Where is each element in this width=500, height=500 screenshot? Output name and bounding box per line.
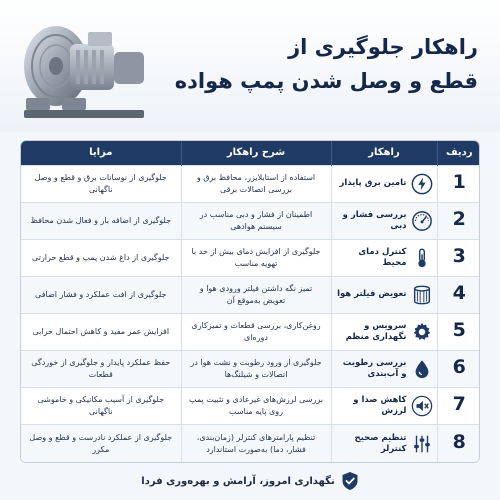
- solution-label: کاهش صدا و لرزش: [353, 395, 407, 417]
- table-row: [21, 165, 480, 202]
- solution-label: تامین برق پایدار: [339, 178, 407, 189]
- table-row: [21, 239, 480, 276]
- advantages-cell: افزایش عمر مفید و کاهش احتمال خرابی: [21, 314, 181, 351]
- sliders-icon: [411, 433, 433, 455]
- table-row: [21, 425, 480, 462]
- table-row: [21, 202, 480, 239]
- header: [0, 0, 500, 132]
- header-solution: راهکار: [331, 141, 437, 165]
- footer-slogan: نگهداری امروز، آرامش و بهره‌وری فردا: [141, 475, 335, 487]
- row-number: 3: [452, 244, 466, 267]
- footer: [0, 466, 500, 496]
- solution-label: کنترل دمای محیط: [358, 246, 407, 268]
- description-cell: اطمینان از فشار و دبی مناسب در سیستم هوادهی: [181, 202, 331, 239]
- row-number: 6: [452, 356, 466, 379]
- title-line-1: راهکار جلوگیری از: [288, 35, 478, 59]
- table-row: [21, 314, 480, 351]
- water-drop-icon: [411, 358, 433, 380]
- title-line-2: قطع و وصل شدن پمپ هواده: [174, 69, 478, 93]
- advantages-cell: جلوگیری از داغ شدن پمپ و قطع حرارتی: [21, 239, 181, 276]
- advantages-cell: جلوگیری از اضافه بار و فعال شدن محافظ: [21, 202, 181, 239]
- gear-icon: [411, 321, 433, 343]
- advantages-cell: جلوگیری از افت عملکرد و فشار اضافی: [21, 276, 181, 313]
- description-cell: روغن‌کاری، بررسی قطعات و تمیزکاری دوره‌ای: [181, 314, 331, 351]
- thermometer-icon: [411, 247, 433, 269]
- row-number: 4: [452, 281, 466, 304]
- advantages-cell: جلوگیری از آسیب مکانیکی و خاموشی ناگهانی: [21, 388, 181, 425]
- advantages-cell: حفظ عملکرد پایدار و جلوگیری از خوردگی قطعات: [21, 351, 181, 388]
- lightning-icon: [411, 173, 433, 195]
- description-cell: جلوگیری از ورود رطوبت و نشت هوا در اتصالات و شیلنگ‌ها: [181, 351, 331, 388]
- table-header-row: [21, 141, 480, 165]
- row-number: 5: [452, 319, 466, 342]
- header-advantages: مزایا: [21, 141, 181, 165]
- table-row: [21, 388, 480, 425]
- header-num: ردیف: [437, 141, 480, 165]
- advantages-cell: جلوگیری از عملکرد نادرست و قطع و وصل مکرر: [21, 425, 181, 462]
- solutions-table: [20, 140, 480, 463]
- air-blower-pump-image: [18, 14, 158, 126]
- row-number: 7: [452, 393, 466, 416]
- solution-label: تنظیم صحیح کنترلر: [354, 432, 407, 454]
- description-cell: جلوگیری از افزایش دمای بیش از حد با تهویه مناسب: [181, 239, 331, 276]
- solution-label: سرویس و نگهداری منظم: [345, 321, 407, 343]
- description-cell: تمیز نگه داشتن فیلتر ورودی هوا و تعویض به‌موقع آن: [181, 276, 331, 313]
- solution-label: بررسی فشار و دبی: [342, 209, 407, 231]
- page-title: [158, 30, 478, 98]
- solution-label: بررسی رطوبت و آب‌بندی: [342, 358, 407, 380]
- header-description: شرح راهکار: [181, 141, 331, 165]
- description-cell: استفاده از استابلایزر، محافظ برق و بررسی اتصالات برقی: [181, 165, 331, 202]
- mute-speaker-icon: [411, 395, 433, 417]
- solution-label: تعویض فیلتر هوا: [337, 289, 407, 300]
- table-row: [21, 276, 480, 313]
- air-filter-icon: [411, 284, 433, 306]
- advantages-cell: جلوگیری از نوسانات برق و قطع و وصل ناگهانی: [21, 165, 181, 202]
- row-number: 1: [452, 170, 466, 193]
- table-row: [21, 351, 480, 388]
- row-number: 8: [452, 430, 466, 453]
- shield-check-icon: [341, 471, 359, 491]
- row-number: 2: [452, 207, 466, 230]
- description-cell: بررسی لرزش‌های غیرعادی و تثبیت پمپ روی پایه مناسب: [181, 388, 331, 425]
- description-cell: تنظیم پارامترهای کنترلر (زمان‌بندی، فشار، دما) به‌صورت استاندارد: [181, 425, 331, 462]
- gauge-icon: [411, 210, 433, 232]
